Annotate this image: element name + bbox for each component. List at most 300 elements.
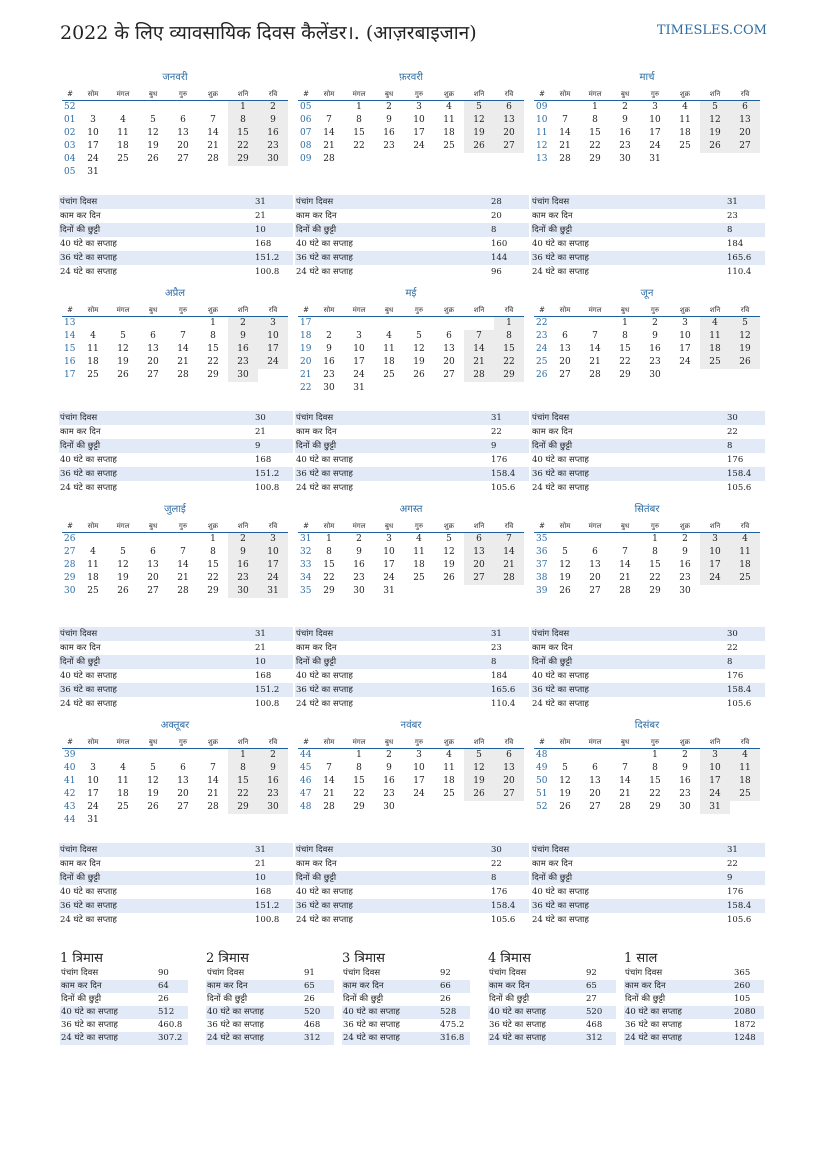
day-cell[interactable]: 21 [464, 356, 494, 369]
day-cell[interactable]: 18 [87, 357, 99, 367]
day-cell[interactable]: 8 [356, 115, 362, 125]
day-cell[interactable]: 27 [589, 802, 601, 812]
day-cell[interactable]: 28 [589, 370, 601, 380]
day-cell[interactable]: 19 [700, 127, 730, 140]
day-cell[interactable]: 12 [559, 560, 571, 570]
day-cell[interactable]: 27 [730, 140, 760, 153]
day-cell[interactable]: 1 [326, 534, 332, 544]
day-cell[interactable]: 24 [87, 802, 99, 812]
day-cell[interactable]: 2 [682, 534, 688, 544]
day-cell[interactable]: 8 [592, 115, 598, 125]
day-cell[interactable]: 31 [258, 585, 288, 598]
day-cell[interactable]: 10 [87, 776, 99, 786]
day-cell[interactable]: 27 [589, 586, 601, 596]
day-cell[interactable]: 6 [150, 331, 156, 341]
day-cell[interactable]: 17 [87, 789, 99, 799]
day-cell[interactable]: 24 [258, 572, 288, 585]
day-cell[interactable]: 2 [258, 101, 288, 114]
day-cell[interactable]: 11 [443, 763, 455, 773]
day-cell[interactable]: 11 [383, 344, 395, 354]
day-cell[interactable]: 1 [494, 317, 524, 330]
day-cell[interactable]: 30 [228, 585, 258, 598]
day-cell[interactable]: 4 [90, 331, 96, 341]
day-cell[interactable]: 7 [180, 547, 186, 557]
day-cell[interactable]: 22 [207, 357, 219, 367]
day-cell[interactable]: 30 [258, 801, 288, 814]
day-cell[interactable]: 25 [730, 788, 760, 801]
day-cell[interactable]: 15 [649, 776, 661, 786]
day-cell[interactable]: 27 [443, 370, 455, 380]
day-cell[interactable]: 6 [730, 101, 760, 114]
day-cell[interactable]: 4 [446, 750, 452, 760]
day-cell[interactable]: 16 [258, 775, 288, 788]
day-cell[interactable]: 20 [494, 775, 524, 788]
day-cell[interactable]: 11 [730, 762, 760, 775]
day-cell[interactable]: 9 [386, 115, 392, 125]
day-cell[interactable]: 7 [592, 331, 598, 341]
day-cell[interactable]: 21 [323, 789, 335, 799]
day-cell[interactable]: 9 [652, 331, 658, 341]
day-cell[interactable]: 23 [258, 788, 288, 801]
day-cell[interactable]: 11 [413, 547, 425, 557]
day-cell[interactable]: 19 [443, 560, 455, 570]
day-cell[interactable]: 7 [622, 547, 628, 557]
day-cell[interactable]: 30 [353, 586, 365, 596]
day-cell[interactable]: 12 [443, 547, 455, 557]
day-cell[interactable]: 19 [464, 775, 494, 788]
day-cell[interactable]: 5 [562, 547, 568, 557]
day-cell[interactable]: 29 [589, 154, 601, 164]
day-cell[interactable]: 17 [649, 128, 661, 138]
day-cell[interactable]: 16 [383, 776, 395, 786]
day-cell[interactable]: 6 [150, 547, 156, 557]
day-cell[interactable]: 21 [619, 573, 631, 583]
day-cell[interactable]: 18 [443, 128, 455, 138]
day-cell[interactable]: 15 [207, 560, 219, 570]
day-cell[interactable]: 20 [147, 357, 159, 367]
day-cell[interactable]: 25 [443, 789, 455, 799]
day-cell[interactable]: 15 [649, 560, 661, 570]
day-cell[interactable]: 20 [589, 789, 601, 799]
day-cell[interactable]: 10 [353, 344, 365, 354]
day-cell[interactable]: 4 [730, 749, 760, 762]
day-cell[interactable]: 3 [416, 102, 422, 112]
day-cell[interactable]: 3 [356, 331, 362, 341]
day-cell[interactable]: 3 [90, 115, 96, 125]
day-cell[interactable]: 22 [353, 141, 365, 151]
day-cell[interactable]: 14 [207, 128, 219, 138]
day-cell[interactable]: 3 [90, 763, 96, 773]
day-cell[interactable]: 13 [147, 344, 159, 354]
day-cell[interactable]: 8 [494, 330, 524, 343]
day-cell[interactable]: 6 [494, 749, 524, 762]
day-cell[interactable]: 9 [622, 115, 628, 125]
day-cell[interactable]: 8 [228, 762, 258, 775]
day-cell[interactable]: 11 [87, 344, 99, 354]
day-cell[interactable]: 4 [682, 102, 688, 112]
day-cell[interactable]: 15 [589, 128, 601, 138]
day-cell[interactable]: 24 [649, 141, 661, 151]
day-cell[interactable]: 10 [413, 763, 425, 773]
day-cell[interactable]: 30 [228, 369, 258, 382]
day-cell[interactable]: 12 [413, 344, 425, 354]
day-cell[interactable]: 6 [592, 547, 598, 557]
day-cell[interactable]: 17 [700, 775, 730, 788]
day-cell[interactable]: 27 [464, 572, 494, 585]
day-cell[interactable]: 13 [177, 128, 189, 138]
day-cell[interactable]: 25 [700, 356, 730, 369]
day-cell[interactable]: 25 [87, 370, 99, 380]
day-cell[interactable]: 19 [559, 789, 571, 799]
day-cell[interactable]: 2 [228, 317, 258, 330]
day-cell[interactable]: 7 [210, 115, 216, 125]
day-cell[interactable]: 26 [413, 370, 425, 380]
day-cell[interactable]: 2 [228, 533, 258, 546]
day-cell[interactable]: 11 [700, 330, 730, 343]
day-cell[interactable]: 17 [258, 343, 288, 356]
day-cell[interactable]: 10 [700, 546, 730, 559]
day-cell[interactable]: 19 [464, 127, 494, 140]
day-cell[interactable]: 6 [494, 101, 524, 114]
day-cell[interactable]: 1 [210, 534, 216, 544]
day-cell[interactable]: 29 [228, 153, 258, 166]
day-cell[interactable]: 9 [386, 763, 392, 773]
day-cell[interactable]: 14 [589, 344, 601, 354]
day-cell[interactable]: 22 [207, 573, 219, 583]
day-cell[interactable]: 10 [87, 128, 99, 138]
day-cell[interactable]: 29 [207, 370, 219, 380]
day-cell[interactable]: 13 [589, 560, 601, 570]
day-cell[interactable]: 21 [589, 357, 601, 367]
day-cell[interactable]: 2 [652, 318, 658, 328]
day-cell[interactable]: 28 [323, 802, 335, 812]
day-cell[interactable]: 29 [228, 801, 258, 814]
day-cell[interactable]: 4 [90, 547, 96, 557]
day-cell[interactable]: 19 [730, 343, 760, 356]
day-cell[interactable]: 1 [356, 750, 362, 760]
day-cell[interactable]: 29 [619, 370, 631, 380]
day-cell[interactable]: 11 [443, 115, 455, 125]
day-cell[interactable]: 21 [494, 559, 524, 572]
day-cell[interactable]: 15 [323, 560, 335, 570]
day-cell[interactable]: 24 [413, 789, 425, 799]
day-cell[interactable]: 21 [207, 789, 219, 799]
day-cell[interactable]: 15 [228, 127, 258, 140]
day-cell[interactable]: 2 [622, 102, 628, 112]
day-cell[interactable]: 11 [117, 128, 129, 138]
day-cell[interactable]: 20 [464, 559, 494, 572]
day-cell[interactable]: 18 [87, 573, 99, 583]
day-cell[interactable]: 21 [323, 141, 335, 151]
day-cell[interactable]: 16 [619, 128, 631, 138]
day-cell[interactable]: 15 [353, 128, 365, 138]
day-cell[interactable]: 16 [228, 559, 258, 572]
day-cell[interactable]: 20 [177, 141, 189, 151]
day-cell[interactable]: 27 [177, 802, 189, 812]
day-cell[interactable]: 24 [679, 357, 691, 367]
day-cell[interactable]: 24 [413, 141, 425, 151]
day-cell[interactable]: 30 [649, 370, 661, 380]
day-cell[interactable]: 19 [117, 357, 129, 367]
day-cell[interactable]: 8 [622, 331, 628, 341]
day-cell[interactable]: 7 [326, 115, 332, 125]
day-cell[interactable]: 18 [730, 559, 760, 572]
day-cell[interactable]: 11 [679, 115, 691, 125]
day-cell[interactable]: 3 [652, 102, 658, 112]
day-cell[interactable]: 8 [210, 547, 216, 557]
day-cell[interactable]: 12 [117, 344, 129, 354]
day-cell[interactable]: 11 [117, 776, 129, 786]
day-cell[interactable]: 7 [622, 763, 628, 773]
day-cell[interactable]: 25 [443, 141, 455, 151]
day-cell[interactable]: 15 [619, 344, 631, 354]
day-cell[interactable]: 8 [652, 763, 658, 773]
day-cell[interactable]: 3 [682, 318, 688, 328]
day-cell[interactable]: 14 [177, 560, 189, 570]
day-cell[interactable]: 18 [117, 789, 129, 799]
day-cell[interactable]: 7 [562, 115, 568, 125]
day-cell[interactable]: 20 [559, 357, 571, 367]
day-cell[interactable]: 28 [207, 802, 219, 812]
day-cell[interactable]: 10 [258, 330, 288, 343]
day-cell[interactable]: 15 [494, 343, 524, 356]
day-cell[interactable]: 13 [589, 776, 601, 786]
day-cell[interactable]: 12 [464, 114, 494, 127]
day-cell[interactable]: 3 [700, 533, 730, 546]
day-cell[interactable]: 13 [464, 546, 494, 559]
day-cell[interactable]: 18 [383, 357, 395, 367]
day-cell[interactable]: 8 [326, 547, 332, 557]
day-cell[interactable]: 25 [383, 370, 395, 380]
day-cell[interactable]: 22 [649, 789, 661, 799]
day-cell[interactable]: 5 [150, 115, 156, 125]
day-cell[interactable]: 10 [413, 115, 425, 125]
day-cell[interactable]: 25 [413, 573, 425, 583]
day-cell[interactable]: 14 [207, 776, 219, 786]
day-cell[interactable]: 28 [619, 586, 631, 596]
day-cell[interactable]: 31 [649, 154, 661, 164]
day-cell[interactable]: 24 [258, 356, 288, 369]
day-cell[interactable]: 22 [228, 788, 258, 801]
day-cell[interactable]: 14 [323, 776, 335, 786]
day-cell[interactable]: 26 [443, 573, 455, 583]
day-cell[interactable]: 8 [652, 547, 658, 557]
day-cell[interactable]: 6 [562, 331, 568, 341]
day-cell[interactable]: 24 [87, 154, 99, 164]
day-cell[interactable]: 11 [730, 546, 760, 559]
day-cell[interactable]: 21 [207, 141, 219, 151]
day-cell[interactable]: 10 [383, 547, 395, 557]
day-cell[interactable]: 25 [87, 586, 99, 596]
day-cell[interactable]: 21 [619, 789, 631, 799]
day-cell[interactable]: 5 [464, 749, 494, 762]
day-cell[interactable]: 27 [559, 370, 571, 380]
day-cell[interactable]: 16 [258, 127, 288, 140]
day-cell[interactable]: 2 [356, 534, 362, 544]
day-cell[interactable]: 19 [147, 789, 159, 799]
day-cell[interactable]: 21 [177, 357, 189, 367]
day-cell[interactable]: 19 [117, 573, 129, 583]
day-cell[interactable]: 6 [446, 331, 452, 341]
day-cell[interactable]: 7 [494, 533, 524, 546]
day-cell[interactable]: 22 [589, 141, 601, 151]
day-cell[interactable]: 22 [619, 357, 631, 367]
day-cell[interactable]: 29 [207, 586, 219, 596]
day-cell[interactable]: 27 [177, 154, 189, 164]
day-cell[interactable]: 30 [258, 153, 288, 166]
day-cell[interactable]: 14 [323, 128, 335, 138]
day-cell[interactable]: 18 [679, 128, 691, 138]
day-cell[interactable]: 18 [413, 560, 425, 570]
day-cell[interactable]: 12 [464, 762, 494, 775]
day-cell[interactable]: 10 [649, 115, 661, 125]
day-cell[interactable]: 14 [559, 128, 571, 138]
day-cell[interactable]: 13 [177, 776, 189, 786]
day-cell[interactable]: 29 [353, 802, 365, 812]
day-cell[interactable]: 26 [559, 586, 571, 596]
day-cell[interactable]: 30 [619, 154, 631, 164]
day-cell[interactable]: 5 [730, 317, 760, 330]
day-cell[interactable]: 30 [323, 383, 335, 393]
day-cell[interactable]: 26 [464, 140, 494, 153]
day-cell[interactable]: 4 [730, 533, 760, 546]
day-cell[interactable]: 31 [700, 801, 730, 814]
day-cell[interactable]: 23 [679, 573, 691, 583]
day-cell[interactable]: 26 [730, 356, 760, 369]
day-cell[interactable]: 13 [494, 114, 524, 127]
day-cell[interactable]: 16 [679, 776, 691, 786]
day-cell[interactable]: 25 [117, 154, 129, 164]
day-cell[interactable]: 23 [383, 141, 395, 151]
day-cell[interactable]: 5 [120, 331, 126, 341]
day-cell[interactable]: 26 [700, 140, 730, 153]
day-cell[interactable]: 31 [87, 815, 99, 825]
day-cell[interactable]: 17 [353, 357, 365, 367]
day-cell[interactable]: 22 [494, 356, 524, 369]
day-cell[interactable]: 4 [446, 102, 452, 112]
day-cell[interactable]: 9 [228, 330, 258, 343]
day-cell[interactable]: 28 [323, 154, 335, 164]
day-cell[interactable]: 2 [386, 750, 392, 760]
day-cell[interactable]: 23 [228, 572, 258, 585]
day-cell[interactable]: 14 [619, 560, 631, 570]
day-cell[interactable]: 15 [207, 344, 219, 354]
day-cell[interactable]: 13 [443, 344, 455, 354]
day-cell[interactable]: 17 [413, 128, 425, 138]
day-cell[interactable]: 1 [356, 102, 362, 112]
day-cell[interactable]: 23 [383, 789, 395, 799]
day-cell[interactable]: 6 [464, 533, 494, 546]
day-cell[interactable]: 16 [649, 344, 661, 354]
day-cell[interactable]: 7 [210, 763, 216, 773]
day-cell[interactable]: 4 [416, 534, 422, 544]
day-cell[interactable]: 2 [258, 749, 288, 762]
brand-link[interactable]: TIMESLES.COM [656, 23, 767, 38]
day-cell[interactable]: 29 [649, 802, 661, 812]
day-cell[interactable]: 12 [147, 128, 159, 138]
day-cell[interactable]: 19 [559, 573, 571, 583]
day-cell[interactable]: 14 [619, 776, 631, 786]
day-cell[interactable]: 17 [258, 559, 288, 572]
day-cell[interactable]: 3 [258, 533, 288, 546]
day-cell[interactable]: 13 [147, 560, 159, 570]
day-cell[interactable]: 5 [700, 101, 730, 114]
day-cell[interactable]: 5 [464, 101, 494, 114]
day-cell[interactable]: 10 [700, 762, 730, 775]
day-cell[interactable]: 9 [258, 114, 288, 127]
day-cell[interactable]: 4 [120, 763, 126, 773]
day-cell[interactable]: 1 [228, 749, 258, 762]
day-cell[interactable]: 16 [323, 357, 335, 367]
day-cell[interactable]: 19 [413, 357, 425, 367]
day-cell[interactable]: 26 [464, 788, 494, 801]
day-cell[interactable]: 7 [464, 330, 494, 343]
day-cell[interactable]: 28 [619, 802, 631, 812]
day-cell[interactable]: 14 [494, 546, 524, 559]
day-cell[interactable]: 20 [177, 789, 189, 799]
day-cell[interactable]: 10 [258, 546, 288, 559]
day-cell[interactable]: 25 [679, 141, 691, 151]
day-cell[interactable]: 17 [413, 776, 425, 786]
day-cell[interactable]: 4 [700, 317, 730, 330]
day-cell[interactable]: 3 [700, 749, 730, 762]
day-cell[interactable]: 1 [210, 318, 216, 328]
day-cell[interactable]: 15 [228, 775, 258, 788]
day-cell[interactable]: 28 [494, 572, 524, 585]
day-cell[interactable]: 5 [446, 534, 452, 544]
day-cell[interactable]: 8 [356, 763, 362, 773]
day-cell[interactable]: 8 [228, 114, 258, 127]
day-cell[interactable]: 24 [700, 572, 730, 585]
day-cell[interactable]: 2 [326, 331, 332, 341]
day-cell[interactable]: 27 [494, 788, 524, 801]
day-cell[interactable]: 6 [180, 763, 186, 773]
day-cell[interactable]: 15 [353, 776, 365, 786]
day-cell[interactable]: 23 [228, 356, 258, 369]
day-cell[interactable]: 18 [443, 776, 455, 786]
day-cell[interactable]: 23 [679, 789, 691, 799]
day-cell[interactable]: 25 [117, 802, 129, 812]
day-cell[interactable]: 14 [464, 343, 494, 356]
day-cell[interactable]: 16 [353, 560, 365, 570]
day-cell[interactable]: 5 [562, 763, 568, 773]
day-cell[interactable]: 8 [210, 331, 216, 341]
day-cell[interactable]: 22 [228, 140, 258, 153]
day-cell[interactable]: 9 [356, 547, 362, 557]
day-cell[interactable]: 1 [622, 318, 628, 328]
day-cell[interactable]: 22 [323, 573, 335, 583]
day-cell[interactable]: 21 [177, 573, 189, 583]
day-cell[interactable]: 7 [326, 763, 332, 773]
day-cell[interactable]: 12 [730, 330, 760, 343]
day-cell[interactable]: 28 [177, 370, 189, 380]
day-cell[interactable]: 29 [494, 369, 524, 382]
day-cell[interactable]: 30 [383, 802, 395, 812]
day-cell[interactable]: 31 [383, 586, 395, 596]
day-cell[interactable]: 18 [117, 141, 129, 151]
day-cell[interactable]: 2 [386, 102, 392, 112]
day-cell[interactable]: 26 [559, 802, 571, 812]
day-cell[interactable]: 17 [679, 344, 691, 354]
day-cell[interactable]: 27 [494, 140, 524, 153]
day-cell[interactable]: 5 [150, 763, 156, 773]
day-cell[interactable]: 29 [323, 586, 335, 596]
day-cell[interactable]: 28 [559, 154, 571, 164]
day-cell[interactable]: 2 [682, 750, 688, 760]
day-cell[interactable]: 16 [228, 343, 258, 356]
day-cell[interactable]: 9 [682, 763, 688, 773]
day-cell[interactable]: 20 [730, 127, 760, 140]
